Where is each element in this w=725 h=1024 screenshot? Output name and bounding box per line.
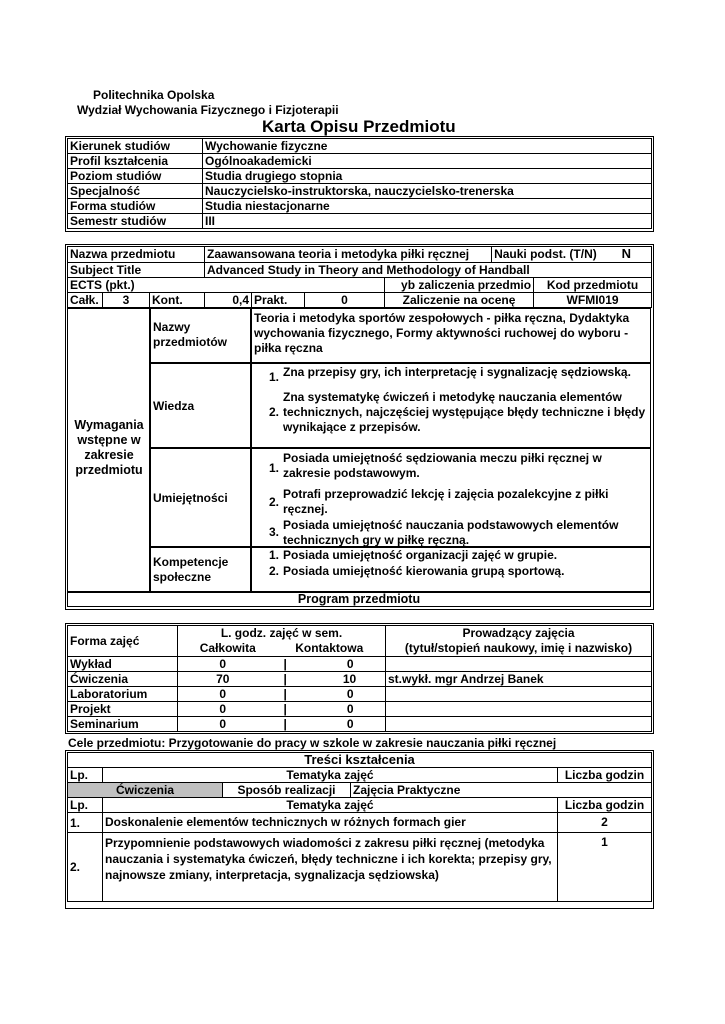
total-hours: 0 bbox=[178, 717, 268, 732]
contents-table bbox=[67, 752, 652, 902]
program-info-table bbox=[67, 138, 652, 229]
hours-separator: | bbox=[283, 672, 287, 686]
social-label: Kompetencje społeczne bbox=[153, 555, 229, 584]
value-specjalnosc: Nauczycielsko-instruktorska, nauczycielsko-trenerska bbox=[203, 184, 652, 199]
form-header: Forma zajęć bbox=[68, 626, 178, 657]
form-name: Ćwiczenia bbox=[68, 672, 178, 687]
value-forma-studiow: Studia niestacjonarne bbox=[203, 199, 652, 214]
contact-hours: 0 bbox=[346, 702, 354, 716]
knowledge-1-text: Zna przepisy gry, ich interpretację i sygnalizację sędziowską. bbox=[283, 365, 631, 379]
skills-1-num: 1. bbox=[269, 461, 280, 475]
page-title: Karta Opisu Przedmiotu bbox=[262, 117, 456, 136]
form-name: Seminarium bbox=[68, 717, 178, 732]
contents-title: Treści kształcenia bbox=[68, 753, 652, 768]
social-1-text: Posiada umiejętność organizacji zajęć w grupie. bbox=[283, 548, 558, 562]
contact-hours-cell bbox=[268, 672, 386, 687]
university-name: Politechnika Opolska bbox=[93, 88, 215, 102]
hours-header-main: L. godz. zajęć w sem. bbox=[220, 626, 343, 640]
skills-3-num: 3. bbox=[269, 525, 280, 539]
knowledge-1-num: 1. bbox=[269, 370, 280, 384]
requirements-label: Wymagania wstępne w zakresie przedmiotu bbox=[74, 418, 144, 477]
total-hours: 0 bbox=[178, 702, 268, 717]
contact-hours-cell bbox=[268, 687, 386, 702]
teacher-name bbox=[386, 687, 652, 702]
knowledge-2-text: Zna systematykę ćwiczeń i metodykę nauczania elementów technicznych, najczęściej występujące błędy techniczne i błędy wynikające z przepisów. bbox=[283, 390, 646, 434]
total-hours: 0 bbox=[178, 657, 268, 672]
content-hours: 2 bbox=[558, 813, 652, 833]
hours-count-header-2: Liczba godzin bbox=[558, 798, 652, 813]
total-hours-header: Całkowita bbox=[199, 641, 256, 655]
content-lp: 2. bbox=[68, 833, 103, 902]
social-2-num: 2. bbox=[269, 564, 280, 578]
contact-hours: 0 bbox=[346, 687, 354, 701]
subjects-label: Nazwy przedmiotów bbox=[153, 320, 227, 349]
topic-header: Tematyka zajęć bbox=[103, 768, 558, 783]
contact-hours: 0 bbox=[346, 717, 354, 731]
contact-hours-cell bbox=[268, 702, 386, 717]
teacher-name: st.wykł. mgr Andrzej Banek bbox=[386, 672, 652, 687]
hours-header bbox=[178, 626, 386, 657]
skills-1-text: Posiada umiejętność sędziowania meczu piłki ręcznej w zakresie podstawowym. bbox=[283, 451, 602, 480]
basic-science-value: N bbox=[621, 246, 632, 261]
contact-hours-cell bbox=[268, 657, 386, 672]
content-topic: Przypomnienie podstawowych wiadomości z zakresu piłki ręcznej (metodyka nauczania i systematyka ćwiczeń, błędy techniczne i ich korekta; przepisy gry, najnowsze zmiany, interpretacja, sygnalizacja sędziowska) bbox=[103, 833, 558, 902]
skills-label: Umiejętności bbox=[153, 491, 228, 505]
course-code-label: Kod przedmiotu bbox=[534, 278, 652, 293]
form-name: Laboratorium bbox=[68, 687, 178, 702]
faculty-name: Wydział Wychowania Fizycznego i Fizjoterapii bbox=[77, 103, 339, 117]
method-value: Zajęcia Praktyczne bbox=[351, 783, 652, 798]
contact-ects-value: 0,4 bbox=[205, 293, 252, 308]
skills-2-num: 2. bbox=[269, 495, 280, 509]
program-title: Program przedmiotu bbox=[67, 592, 651, 607]
teacher-name bbox=[386, 702, 652, 717]
total-hours: 0 bbox=[178, 687, 268, 702]
table-row bbox=[68, 717, 652, 732]
practical-ects-label: Prakt. bbox=[252, 293, 305, 308]
teacher-name bbox=[386, 657, 652, 672]
contact-hours: 10 bbox=[342, 672, 357, 686]
subject-title-value: Advanced Study in Theory and Methodology of Handball bbox=[205, 263, 652, 278]
contact-hours-cell bbox=[268, 717, 386, 732]
content-lp: 1. bbox=[68, 813, 103, 833]
subject-table bbox=[67, 246, 652, 308]
hours-separator: | bbox=[283, 687, 287, 701]
subject-name-label: Nazwa przedmiotu bbox=[68, 247, 205, 263]
value-profil: Ogólnoakademicki bbox=[203, 154, 652, 169]
social-2-text: Posiada umiejętność kierowania grupą sportową. bbox=[283, 564, 565, 578]
subjects-value: Teoria i metodyka sportów zespołowych - piłka ręczna, Dydaktyka wychowania fizycznego, Formy aktywności ruchowej do wyboru - piłka ręczna bbox=[254, 311, 630, 355]
social-1-num: 1. bbox=[269, 548, 280, 562]
topic-header-2: Tematyka zajęć bbox=[103, 798, 558, 813]
basic-science-cell bbox=[492, 247, 652, 263]
classes-table bbox=[67, 625, 652, 732]
contact-ects-label: Kont. bbox=[150, 293, 205, 308]
teacher-name bbox=[386, 717, 652, 732]
hours-separator: | bbox=[283, 657, 287, 671]
skills-2-text: Potrafi przeprowadzić lekcję i zajęcia pozalekcyjne z piłki ręcznej. bbox=[283, 487, 609, 516]
table-row bbox=[68, 833, 652, 902]
basic-science-label: Nauki podst. (T/N) bbox=[494, 247, 597, 261]
hours-subheaders bbox=[180, 641, 383, 656]
assessment-form-value: Zaliczenie na ocenę bbox=[385, 293, 534, 308]
practical-ects-value: 0 bbox=[305, 293, 385, 308]
value-semestr: III bbox=[203, 214, 652, 229]
table-row bbox=[68, 657, 652, 672]
teacher-header-sub: (tytuł/stopień naukowy, imię i nazwisko) bbox=[404, 641, 633, 655]
teacher-header bbox=[386, 626, 652, 657]
ects-label: ECTS (pkt.) bbox=[68, 278, 385, 293]
lp-header-2: Lp. bbox=[68, 798, 103, 813]
hours-count-header: Liczba godzin bbox=[558, 768, 652, 783]
lp-header: Lp. bbox=[68, 768, 103, 783]
knowledge-2-num: 2. bbox=[269, 405, 280, 419]
total-ects-value: 3 bbox=[103, 293, 150, 308]
table-row bbox=[68, 687, 652, 702]
exercises-label: Ćwiczenia bbox=[68, 783, 223, 798]
contact-hours-header: Kontaktowa bbox=[295, 641, 364, 655]
assessment-form-label: yb zaliczenia przedmio bbox=[385, 278, 534, 293]
value-kierunek: Wychowanie fizyczne bbox=[203, 139, 652, 154]
content-hours: 1 bbox=[558, 833, 652, 902]
method-label: Sposób realizacji bbox=[223, 783, 351, 798]
total-hours: 70 bbox=[178, 672, 268, 687]
label-kierunek: Kierunek studiów bbox=[68, 139, 203, 154]
table-row bbox=[68, 672, 652, 687]
hours-separator: | bbox=[283, 717, 287, 731]
course-goals: Cele przedmiotu: Przygotowanie do pracy w szkole w zakresie nauczania piłki ręcznej bbox=[68, 736, 557, 750]
label-forma-studiow: Forma studiów bbox=[68, 199, 203, 214]
form-name: Wykład bbox=[68, 657, 178, 672]
course-code-value: WFMI019 bbox=[534, 293, 652, 308]
teacher-header-main: Prowadzący zajęcia bbox=[462, 626, 575, 640]
total-ects-label: Całk. bbox=[68, 293, 103, 308]
hours-separator: | bbox=[283, 702, 287, 716]
subject-name-value: Zaawansowana teoria i metodyka piłki ręcznej bbox=[205, 247, 492, 263]
subject-title-label: Subject Title bbox=[68, 263, 205, 278]
skills-3-text: Posiada umiejętność nauczania podstawowych elementów technicznych gry w piłkę ręczną. bbox=[283, 518, 619, 547]
table-row bbox=[68, 702, 652, 717]
label-specjalnosc: Specjalność bbox=[68, 184, 203, 199]
form-name: Projekt bbox=[68, 702, 178, 717]
knowledge-label: Wiedza bbox=[153, 399, 195, 413]
content-topic: Doskonalenie elementów technicznych w różnych formach gier bbox=[103, 813, 558, 833]
label-profil: Profil kształcenia bbox=[68, 154, 203, 169]
value-poziom: Studia drugiego stopnia bbox=[203, 169, 652, 184]
contact-hours: 0 bbox=[346, 657, 354, 671]
label-poziom: Poziom studiów bbox=[68, 169, 203, 184]
table-row bbox=[68, 813, 652, 833]
label-semestr: Semestr studiów bbox=[68, 214, 203, 229]
